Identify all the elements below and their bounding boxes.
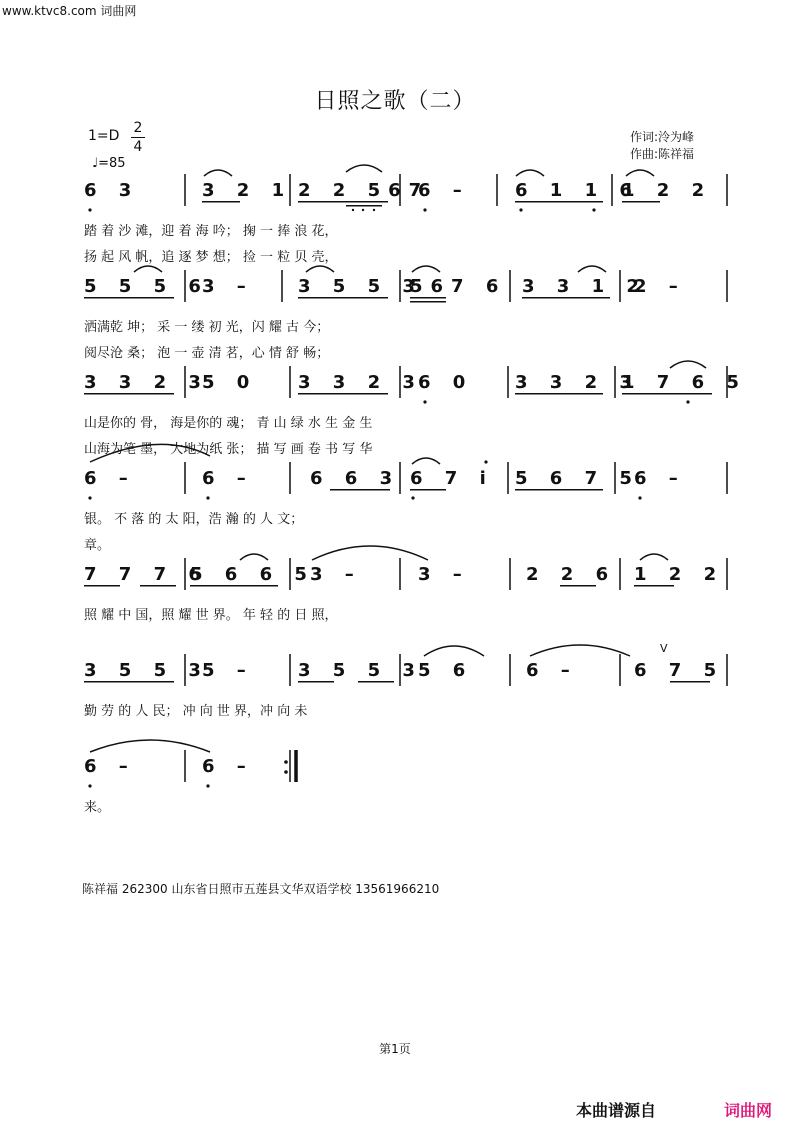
beam xyxy=(410,297,446,299)
site-url[interactable]: www.ktvc8.com 词曲网 xyxy=(2,4,137,18)
lyric-line: 来。 xyxy=(84,800,111,815)
measure: 6 – xyxy=(202,756,254,777)
beam xyxy=(670,681,710,683)
beam xyxy=(298,297,388,299)
measure: 3 3 2 3 xyxy=(298,372,423,393)
measure: 6 7 i xyxy=(410,468,494,489)
low-octave-dot xyxy=(519,208,522,211)
beam xyxy=(84,297,174,299)
measure: 1 7 6 5 xyxy=(622,372,747,393)
lyric-line: 银。 不 落 的 太 阳，浩 瀚 的 人 文； xyxy=(84,512,304,527)
measure: 6 6 3 xyxy=(310,468,401,489)
slur xyxy=(640,554,668,560)
measure: 6 0 xyxy=(418,372,474,393)
measure: 6 – xyxy=(202,468,254,489)
measure: 3 – xyxy=(418,564,470,585)
slur xyxy=(412,266,440,272)
measure: 2 – xyxy=(634,276,686,297)
measure: 5 – xyxy=(202,660,254,681)
measure: 6 – xyxy=(634,468,686,489)
measure: 6 7 5 xyxy=(634,660,725,681)
measure: 3 5 5 3 xyxy=(298,660,423,681)
measure: 6 3 xyxy=(84,180,140,201)
measure: 2 2 567 xyxy=(298,180,430,201)
lyric-line: 章。 xyxy=(84,538,111,553)
beam xyxy=(410,489,446,491)
beam xyxy=(410,301,446,303)
repeat-dot xyxy=(284,760,288,764)
slur xyxy=(306,266,334,272)
slur xyxy=(516,170,544,176)
lyric-line: 山海为笔 墨， 大地为纸 张； 描 写 画 卷 书 写 华 xyxy=(84,442,373,457)
beam xyxy=(634,585,674,587)
slur xyxy=(670,361,706,368)
slur xyxy=(90,444,210,462)
beam xyxy=(622,393,712,395)
page-number: 第1页 xyxy=(379,1042,411,1056)
beam xyxy=(298,681,334,683)
low-octave-dot xyxy=(638,496,641,499)
measure: 6 – xyxy=(84,756,136,777)
lyricist-credit: 作词:泠为峰 xyxy=(630,130,695,144)
measure: 3 3 2 3 xyxy=(84,372,209,393)
beam xyxy=(622,201,660,203)
measure: 3 – xyxy=(202,276,254,297)
slur xyxy=(412,458,440,464)
beam xyxy=(358,681,394,683)
slur xyxy=(90,740,210,752)
beam xyxy=(515,489,603,491)
lyric-line: 洒满乾 坤； 采 一 缕 初 光，闪 耀 古 今； xyxy=(84,320,330,335)
slur xyxy=(204,170,232,176)
measure: 6 – xyxy=(84,468,136,489)
measure: 5 6 xyxy=(418,660,474,681)
time-sig-bottom: 4 xyxy=(133,139,143,155)
low-octave-dot xyxy=(592,208,595,211)
slur xyxy=(626,170,654,176)
slur xyxy=(240,554,268,560)
measure: 3 5 5 3 xyxy=(298,276,423,297)
slur xyxy=(578,266,606,272)
measure: 3 2 1 xyxy=(202,180,293,201)
contact-footer: 陈祥福 262300 山东省日照市五莲县文华双语学校 13561966210 xyxy=(82,882,440,896)
measure: 5 6 6 5 xyxy=(190,564,315,585)
low-octave-dot xyxy=(206,784,209,787)
song-title: 日照之歌（二） xyxy=(314,89,476,114)
slur xyxy=(424,646,484,656)
beam xyxy=(84,393,174,395)
low-octave-dot xyxy=(411,496,414,499)
measure: 3 – xyxy=(310,564,362,585)
measure: 1 2 2 xyxy=(634,564,725,585)
slur xyxy=(346,165,382,172)
slur xyxy=(530,645,630,656)
lyric-line: 勤 劳 的 人 民； 冲 向 世 界，冲 向 未 xyxy=(84,704,308,719)
beam xyxy=(298,393,388,395)
site-logo[interactable]: 词曲网 xyxy=(724,1101,773,1120)
key-signature: 1=D xyxy=(88,128,120,144)
low-octave-dot xyxy=(352,209,354,211)
low-octave-dot xyxy=(88,496,91,499)
measure: 567 6 xyxy=(410,276,507,297)
measure: 6 – xyxy=(418,180,470,201)
measure: 3 5 5 3 xyxy=(84,660,209,681)
quarter-note-icon: ♩ xyxy=(92,156,99,171)
lyric-line: 阅尽沧 桑； 泡 一 壶 清 茗，心 情 舒 畅； xyxy=(84,346,330,361)
low-octave-dot xyxy=(362,209,364,211)
measure: 5 6 7 5 xyxy=(515,468,640,489)
beam xyxy=(84,585,120,587)
beam xyxy=(560,585,596,587)
measure: 6 1 1 6 xyxy=(515,180,640,201)
composer-credit: 作曲:陈祥福 xyxy=(630,147,695,161)
high-octave-dot xyxy=(484,460,487,463)
measure: 1 2 2 xyxy=(622,180,713,201)
beam xyxy=(515,393,603,395)
beam xyxy=(522,297,610,299)
lyric-line: 踏 着 沙 滩，迎 着 海 吟； 掬 一 捧 浪 花， xyxy=(84,224,338,239)
low-octave-dot xyxy=(373,209,375,211)
lyric-line: 扬 起 风 帆，追 逐 梦 想； 捡 一 粒 贝 壳， xyxy=(84,250,338,265)
low-octave-dot xyxy=(88,208,91,211)
measure: 3 3 2 3 xyxy=(515,372,640,393)
beam xyxy=(298,201,388,203)
measure: 2 2 6 xyxy=(526,564,617,585)
lyric-line: 照 耀 中 国，照 耀 世 界。 年 轻 的 日 照， xyxy=(84,608,338,623)
beam xyxy=(346,205,382,207)
source-label: 本曲谱源自 xyxy=(576,1101,657,1120)
measure: 3 3 1 2 xyxy=(522,276,647,297)
time-sig-top: 2 xyxy=(133,120,143,136)
repeat-dot xyxy=(284,770,288,774)
low-octave-dot xyxy=(423,400,426,403)
lyric-line: 山是你的 骨， 海是你的 魂； 青 山 绿 水 生 金 生 xyxy=(84,416,373,431)
beam xyxy=(140,585,176,587)
low-octave-dot xyxy=(423,208,426,211)
measure: 5 5 5 6 xyxy=(84,276,209,297)
slur xyxy=(134,266,162,272)
breath-mark: V xyxy=(660,642,668,655)
tempo-value: =85 xyxy=(98,156,126,171)
beam xyxy=(190,585,278,587)
measure: 5 0 xyxy=(202,372,258,393)
slur xyxy=(312,546,428,560)
beam xyxy=(202,201,240,203)
measure: 6 – xyxy=(526,660,578,681)
low-octave-dot xyxy=(88,784,91,787)
measure: 7 7 7 6 xyxy=(84,564,209,585)
beam xyxy=(84,681,174,683)
beam xyxy=(515,201,603,203)
low-octave-dot xyxy=(686,400,689,403)
beam xyxy=(330,489,390,491)
low-octave-dot xyxy=(206,496,209,499)
